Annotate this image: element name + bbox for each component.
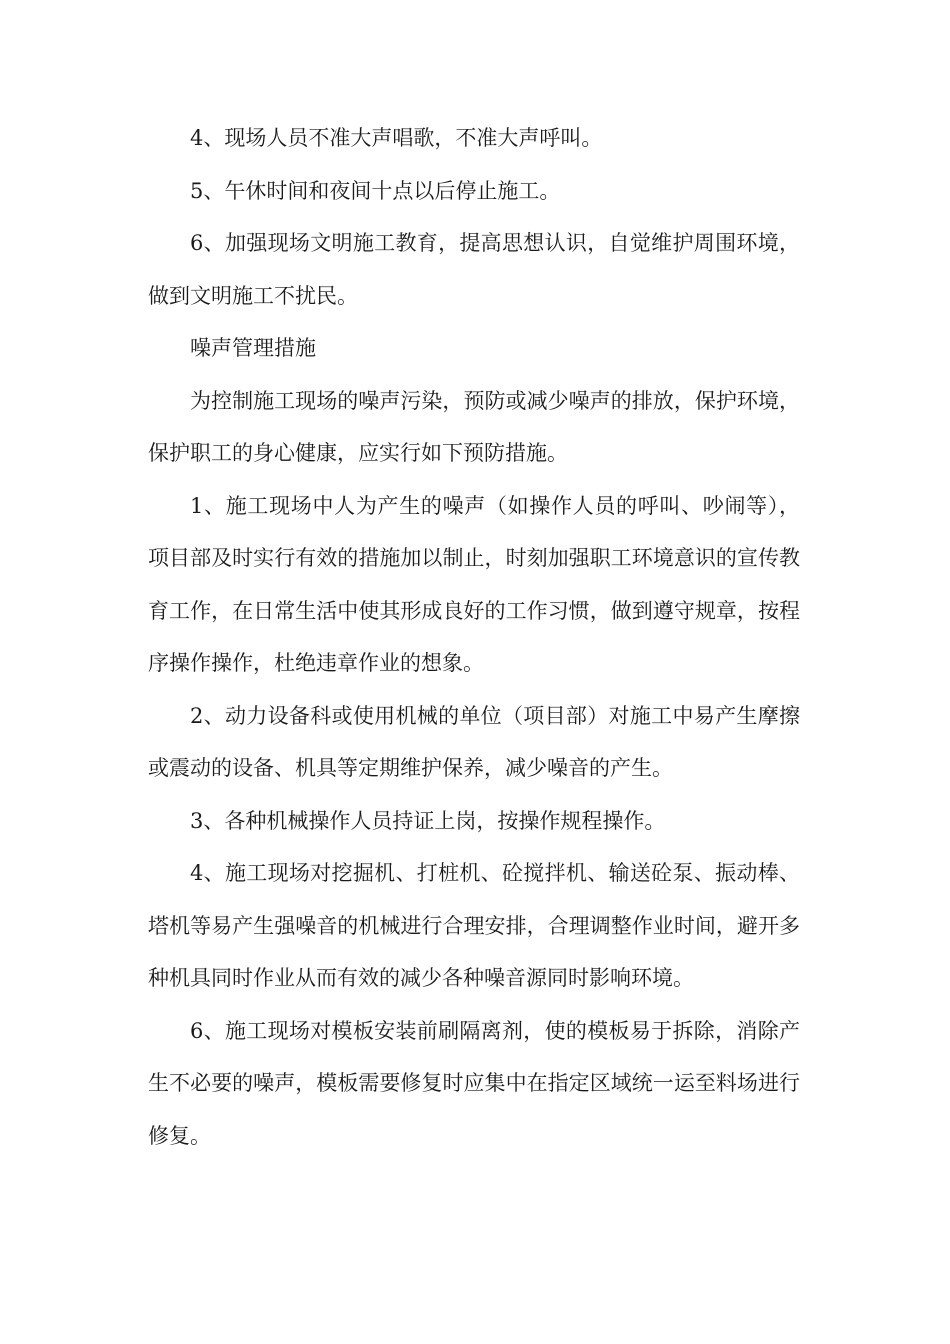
paragraph-item-4-no-singing: 4、现场人员不准大声唱歌，不准大声呼叫。 <box>190 126 603 150</box>
paragraph-intro-noise-control: 为控制施工现场的噪声污染，预防或减少噪声的排放，保护环境，保护职工的身心健康，应实行如下预防措施。 <box>148 388 800 465</box>
paragraph-noise-item-4: 4、施工现场对挖掘机、打桩机、砼搅拌机、输送砼泵、振动棒、塔机等易产生强噪音的机械进行合理安排，合理调整作业时间，避开多种机具同时作业从而有效的减少各种噪音源同时影响环境。 <box>148 861 800 990</box>
paragraph-item-6-civilized-construction: 6、加强现场文明施工教育，提高思想认识，自觉维护周围环境，做到文明施工不扰民。 <box>148 231 800 308</box>
paragraph-noise-item-3: 3、各种机械操作人员持证上岗，按操作规程操作。 <box>190 808 666 833</box>
document-body <box>148 112 800 1162</box>
section-heading-noise-measures: 噪声管理措施 <box>190 336 316 360</box>
paragraph-item-5-work-hours: 5、午休时间和夜间十点以后停止施工。 <box>190 178 561 203</box>
paragraph-noise-item-6: 6、施工现场对模板安装前刷隔离剂，使的模板易于拆除，消除产生不必要的噪声，模板需要修复时应集中在指定区域统一运至料场进行修复。 <box>148 1018 800 1148</box>
paragraph-noise-item-1: 1、施工现场中人为产生的噪声（如操作人员的呼叫、吵闹等），项目部及时实行有效的措施加以制止，时刻加强职工环境意识的宣传教育工作，在日常生活中使其形成良好的工作习惯，做到遵守规章，按程序操作操作，杜绝违章作业的想象。 <box>148 493 800 675</box>
paragraph-noise-item-2: 2、动力设备科或使用机械的单位（项目部）对施工中易产生摩擦或震动的设备、机具等定期维护保养，减少噪音的产生。 <box>148 703 800 780</box>
